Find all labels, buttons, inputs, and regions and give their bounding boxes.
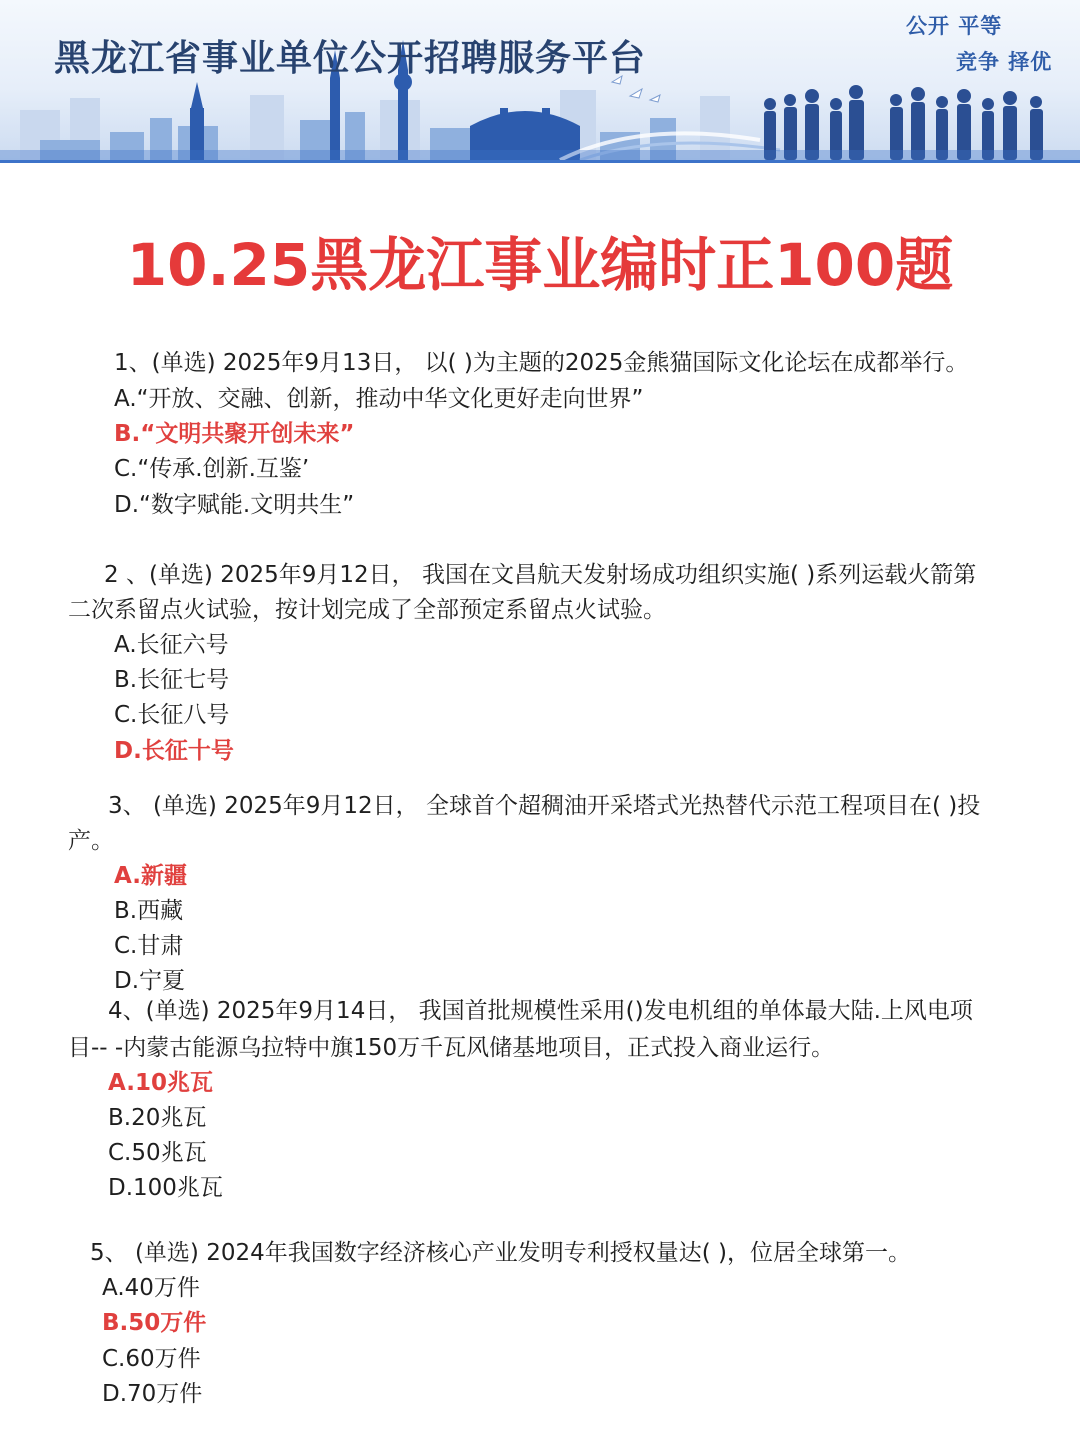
option-c: C.“传承.创新.互鉴’ [114,456,310,482]
option-d-answer: D.长征十号 [114,738,234,764]
question-stem: 2 、(单选) 2025年9月12日， 我国在文昌航天发射场成功组织实施( )系列运载火箭第 [104,562,977,588]
option-b: B.长征七号 [114,667,230,693]
question-stem: 4、(单选) 2025年9月14日， 我国首批规模性采用()发电机组的单体最大陆.上风电项 [108,998,973,1024]
option-d: D.“数字赋能.文明共生” [114,492,355,518]
option-c: C.50兆瓦 [108,1140,207,1166]
option-b-answer: B.50万件 [102,1310,207,1336]
option-a-answer: A.新疆 [114,863,187,889]
question-stem-cont: 二次系留点火试验，按计划完成了全部预定系留点火试验。 [68,597,666,623]
banner-title: 黑龙江省事业单位公开招聘服务平台 [54,38,647,79]
banner-slogan-2: 竞争 择优 [956,50,1053,74]
option-b: B.20兆瓦 [108,1105,207,1131]
document-title: 10.25黑龙江事业编时正100题 [126,231,954,299]
option-c: C.长征八号 [114,702,230,728]
option-c: C.甘肃 [114,933,184,959]
question-stem: 3、 (单选) 2025年9月12日， 全球首个超稠油开采塔式光热替代示范工程项目在( )投 [108,793,981,819]
option-d: D.100兆瓦 [108,1175,223,1201]
option-d: D.宁夏 [114,968,186,994]
question-stem: 1、(单选) 2025年9月13日， 以( )为主题的2025金熊猫国际文化论坛在成都举行。 [114,350,969,376]
option-a: A.长征六号 [114,632,229,658]
header-banner [0,0,1080,163]
option-c: C.60万件 [102,1346,201,1372]
option-a: A.40万件 [102,1275,200,1301]
option-b: B.西藏 [114,898,184,924]
banner-slogan-1: 公开 平等 [906,14,1003,38]
option-a: A.“开放、交融、创新，推动中华文化更好走向世界” [114,386,644,412]
option-b-answer: B.“文明共聚开创未来” [114,421,355,447]
question-stem-cont: 产。 [68,828,114,854]
question-stem: 5、 (单选) 2024年我国数字经济核心产业发明专利授权量达( )，位居全球第一。 [90,1240,911,1266]
question-stem-cont: 目-- -内蒙古能源乌拉特中旗150万千瓦风储基地项目，正式投入商业运行。 [68,1035,835,1061]
option-d: D.70万件 [102,1381,203,1407]
option-a-answer: A.10兆瓦 [108,1070,213,1096]
